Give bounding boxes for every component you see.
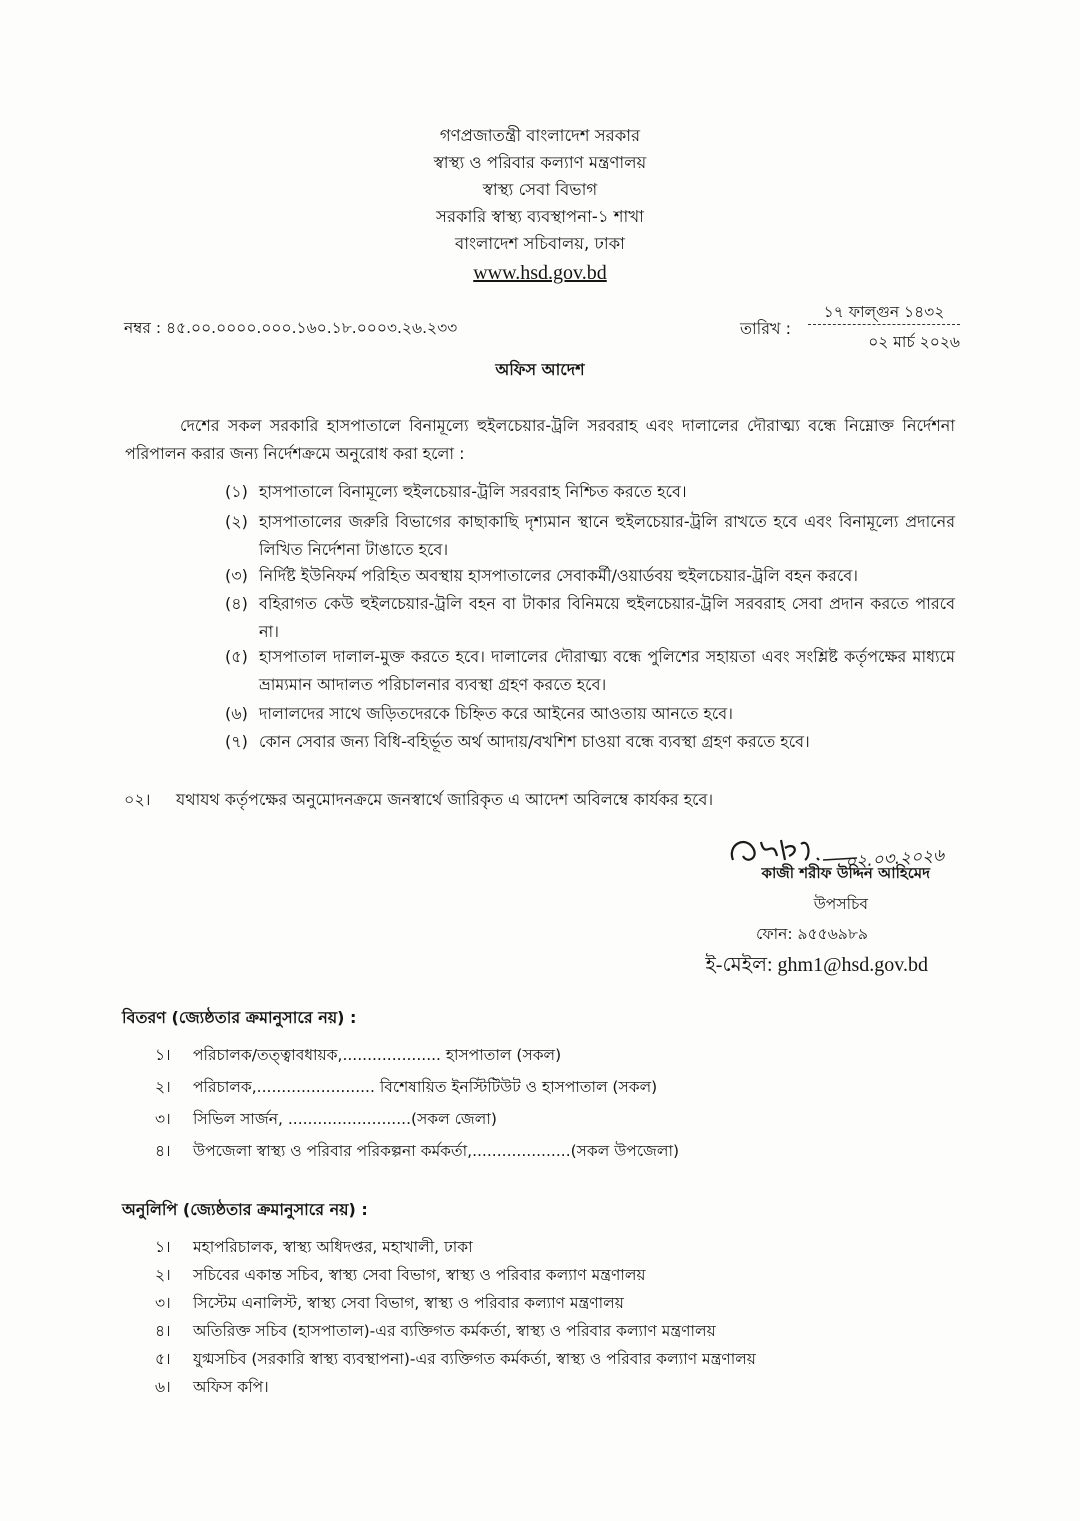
paragraph-2 [124, 787, 713, 814]
copy-item [155, 1232, 473, 1262]
item-text: হাসপাতালে বিনামূল্যে হুইলচেয়ার-ট্রলি সরবরাহ নিশ্চিত করতে হবে। [259, 482, 687, 501]
paragraph-number: ০২। [124, 790, 151, 809]
letterhead [0, 122, 1080, 289]
item-text: হাসপাতালের জরুরি বিভাগের কাছাকাছি দৃশ্যমান স্থানে হুইলচেয়ার-ট্রলি রাখতে হবে এবং বিনামূল্যে প্রদানের লিখিত নির্দেশনা টাঙাতে হবে। [259, 512, 955, 559]
item-text: বহিরাগত কেউ হুইলচেয়ার-ট্রলি বহন বা টাকার বিনিময়ে হুইলচেয়ার-ট্রলি সরবরাহ সেবা প্রদান করতে পারবে না। [259, 594, 955, 641]
signature-date: ০২.০৩.২০২৬ [844, 845, 945, 873]
item-number: (৫) [225, 647, 248, 666]
item-number: ২। [155, 1266, 171, 1284]
item-number: (১) [225, 482, 248, 501]
item-number: ৩। [155, 1110, 171, 1128]
item-number: ৪। [155, 1322, 171, 1340]
item-number: ৫। [155, 1350, 171, 1368]
item-number: (৬) [225, 704, 248, 723]
item-number: ৩। [155, 1294, 171, 1312]
item-number: (৪) [225, 594, 248, 613]
directive-item [225, 590, 955, 646]
item-number: (৩) [225, 566, 248, 585]
item-text: কোন সেবার জন্য বিধি-বহির্ভূত অর্থ আদায়/বখশিশ চাওয়া বন্ধে ব্যবস্থা গ্রহণ করতে হবে। [259, 732, 810, 751]
item-text: দালালদের সাথে জড়িতদেরকে চিহ্নিত করে আইনের আওতায় আনতে হবে। [259, 704, 733, 723]
item-number: ৬। [155, 1378, 171, 1396]
copies-heading: অনুলিপি (জ্যেষ্ঠতার ক্রমানুসারে নয়) : [122, 1200, 368, 1219]
item-text: সচিবের একান্ত সচিব, স্বাস্থ্য সেবা বিভাগ, স্বাস্থ্য ও পরিবার কল্যাণ মন্ত্রণালয় [193, 1266, 646, 1284]
header-line: স্বাস্থ্য ও পরিবার কল্যাণ মন্ত্রণালয় [433, 153, 647, 172]
header-line: গণপ্রজাতন্ত্রী বাংলাদেশ সরকার [439, 126, 641, 145]
item-number: ১। [155, 1238, 171, 1256]
distribution-item [155, 1104, 497, 1134]
item-text: যুগ্মসচিব (সরকারি স্বাস্থ্য ব্যবস্থাপনা)-এর ব্যক্তিগত কর্মকর্তা, স্বাস্থ্য ও পরিবার কল্যাণ মন্ত্রণালয় [193, 1350, 756, 1368]
document-title: অফিস আদেশ [495, 360, 585, 379]
item-text: পরিচালক,........................ বিশেষায়িত ইনস্টিটিউট ও হাসপাতাল (সকল) [193, 1078, 658, 1096]
date-bangla: ১৭ ফাল্গুন ১৪৩২ [808, 300, 960, 325]
item-number: ৪। [155, 1142, 171, 1160]
item-text: সিভিল সার্জন, .........................(সকল জেলা) [193, 1110, 497, 1128]
copy-item [155, 1260, 646, 1290]
website-link[interactable]: www.hsd.gov.bd [473, 262, 607, 284]
item-text: অতিরিক্ত সচিব (হাসপাতাল)-এর ব্যক্তিগত কর্মকর্তা, স্বাস্থ্য ও পরিবার কল্যাণ মন্ত্রণালয় [193, 1322, 716, 1340]
distribution-heading: বিতরণ (জ্যেষ্ঠতার ক্রমানুসারে নয়) : [122, 1008, 357, 1027]
copy-item [155, 1288, 624, 1318]
item-text: উপজেলা স্বাস্থ্য ও পরিবার পরিকল্পনা কর্মকর্তা,....................(সকল উপজেলা) [193, 1142, 680, 1160]
memo-number: নম্বর : ৪৫.০০.০০০০.০০০.১৬০.১৮.০০০৩.২৬.২৩৩ [124, 319, 458, 337]
item-number: (৭) [225, 732, 248, 751]
signatory-phone: ফোন: ৯৫৫৬৯৮৯ [756, 925, 868, 943]
directive-item [225, 643, 955, 699]
header-line: বাংলাদেশ সচিবালয়, ঢাকা [455, 234, 625, 253]
email-text[interactable]: ই-মেইল: ghm1@hsd.gov.bd [705, 954, 928, 976]
copy-item [155, 1372, 269, 1402]
paragraph-text: যথাযথ কর্তৃপক্ষের অনুমোদনক্রমে জনস্বার্থে জারিকৃত এ আদেশ অবিলম্বে কার্যকর হবে। [176, 790, 714, 809]
distribution-item [155, 1136, 679, 1166]
item-text: পরিচালক/তত্ত্বাবধায়ক,.................... হাসপাতাল (সকল) [193, 1046, 562, 1064]
item-text: মহাপরিচালক, স্বাস্থ্য অধিদপ্তর, মহাখালী, ঢাকা [193, 1238, 473, 1256]
item-number: ২। [155, 1078, 171, 1096]
item-text: অফিস কপি। [193, 1378, 269, 1396]
intro-paragraph: দেশের সকল সরকারি হাসপাতালে বিনামূল্যে হুইলচেয়ার-ট্রলি সরবরাহ এবং দালালের দৌরাত্ম্য বন্ধে নিম্নোক্ত নির্দেশনা পরিপালন করার জন্য নির্দেশক্রমে অনুরোধ করা হলো : [125, 416, 955, 463]
date-label: তারিখ : [740, 319, 792, 338]
directive-item [225, 700, 955, 728]
header-line: স্বাস্থ্য সেবা বিভাগ [482, 180, 598, 199]
header-line: সরকারি স্বাস্থ্য ব্যবস্থাপনা-১ শাখা [436, 207, 644, 226]
directive-item [225, 508, 955, 564]
signatory-name: কাজী শরীফ উদ্দিন আহিমেদ [761, 864, 930, 882]
directive-item [225, 728, 955, 756]
item-text: সিস্টেম এনালিস্ট, স্বাস্থ্য সেবা বিভাগ, স্বাস্থ্য ও পরিবার কল্যাণ মন্ত্রণালয় [193, 1294, 624, 1312]
copy-item [155, 1344, 756, 1374]
directive-item [225, 478, 955, 506]
item-text: নির্দিষ্ট ইউনিফর্ম পরিহিত অবস্থায় হাসপাতালের সেবাকর্মী/ওয়ার্ডবয় হুইলচেয়ার-ট্রলি বহন করবে। [259, 566, 858, 585]
item-number: ১। [155, 1046, 171, 1064]
distribution-item [155, 1072, 657, 1102]
date-block [808, 300, 960, 356]
signatory-designation: উপসচিব [813, 895, 868, 913]
item-number: (২) [225, 512, 248, 531]
copy-item [155, 1316, 716, 1346]
directive-item [225, 562, 955, 590]
signatory-email[interactable] [560, 950, 928, 983]
item-text: হাসপাতাল দালাল-মুক্ত করতে হবে। দালালের দৌরাত্ম্য বন্ধে পুলিশের সহায়তা এবং সংশ্লিষ্ট কর্তৃপক্ষের মাধ্যমে ভ্রাম্যমান আদালত পরিচালনার ব্যবস্থা গ্রহণ করতে হবে। [259, 647, 955, 694]
distribution-item [155, 1040, 561, 1070]
date-gregorian: ০২ মার্চ ২০২৬ [868, 333, 960, 351]
